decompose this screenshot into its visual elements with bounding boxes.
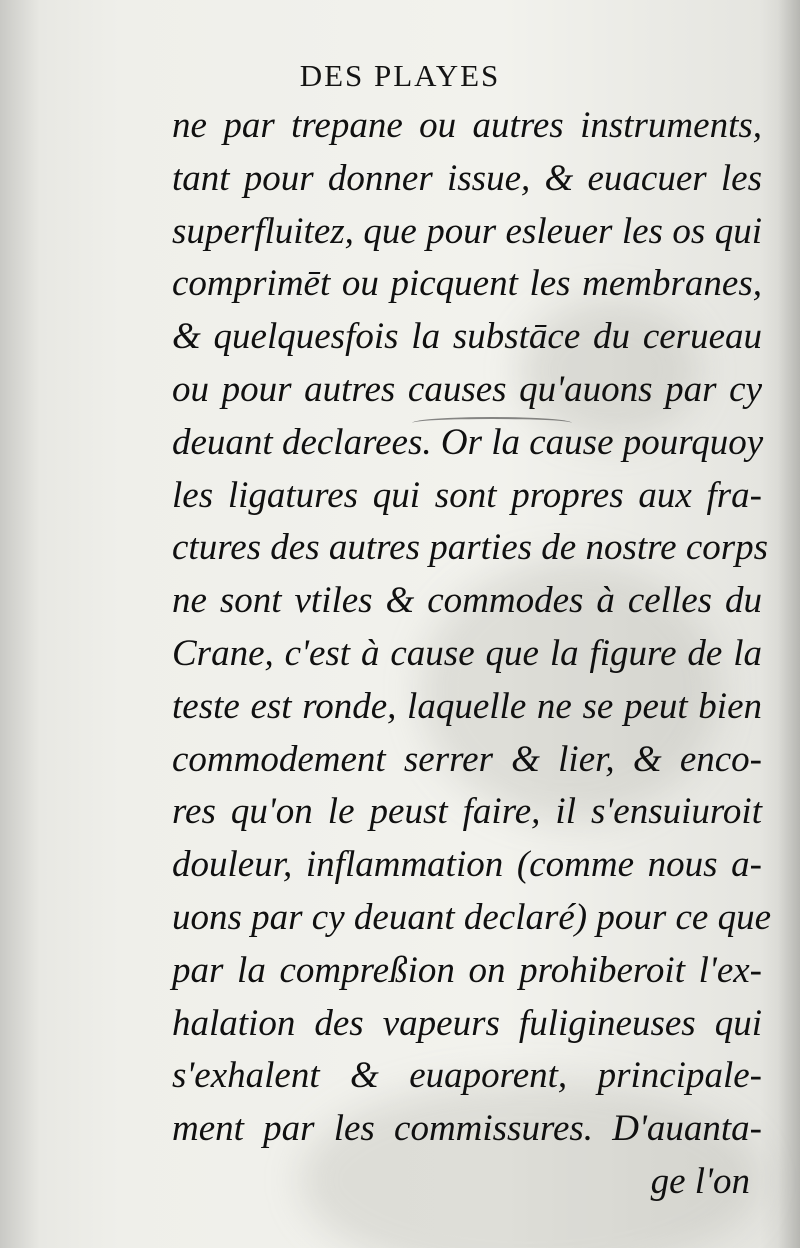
text-line: s'exhalent & euaporent, principale-	[172, 1055, 762, 1097]
running-header: DES PLAYES	[299, 58, 501, 93]
text-line: superfluitez, que pour esleuer les os qui	[172, 210, 762, 252]
text-line: ne par trepane ou autres instruments,	[172, 105, 762, 146]
text-line: & quelquesfois la substāce du cerueau	[172, 316, 762, 358]
text-line: ctures des autres parties de nostre corps	[172, 527, 769, 569]
text-line: ou pour autres causes qu'auons par cy	[172, 368, 762, 410]
catchword: ge l'on	[650, 1160, 750, 1202]
text-line: les ligatures qui sont propres aux fra-	[172, 474, 762, 516]
text-line: commodement serrer & lier, & enco-	[172, 738, 762, 780]
text-line: ment par les commissures. D'auanta-	[172, 1108, 762, 1150]
text-line: teste est ronde, laquelle ne se peut bien	[172, 685, 762, 727]
text-line: par la compreßion on prohiberoit l'ex-	[172, 949, 762, 991]
text-line: Crane, c'est à cause que la figure de la	[172, 632, 762, 674]
text-line: res qu'on le peust faire, il s'ensuiuroit	[172, 791, 762, 833]
text-line: uons par cy deuant declaré) pour ce que	[172, 896, 772, 938]
text-line: halation des vapeurs fuligineuses qui	[172, 1002, 762, 1044]
page-edge-shadow	[778, 0, 800, 1248]
text-block	[172, 100, 772, 1209]
text-line: comprimēt ou picquent les membranes,	[172, 263, 762, 305]
text-line: deuant declarees. Or la cause pourquoy	[172, 421, 764, 463]
text-line: ne sont vtiles & commodes à celles du	[172, 580, 762, 622]
text-line: douleur, inflammation (comme nous a-	[172, 844, 762, 886]
text-line: tant pour donner issue, & euacuer les	[172, 157, 762, 199]
